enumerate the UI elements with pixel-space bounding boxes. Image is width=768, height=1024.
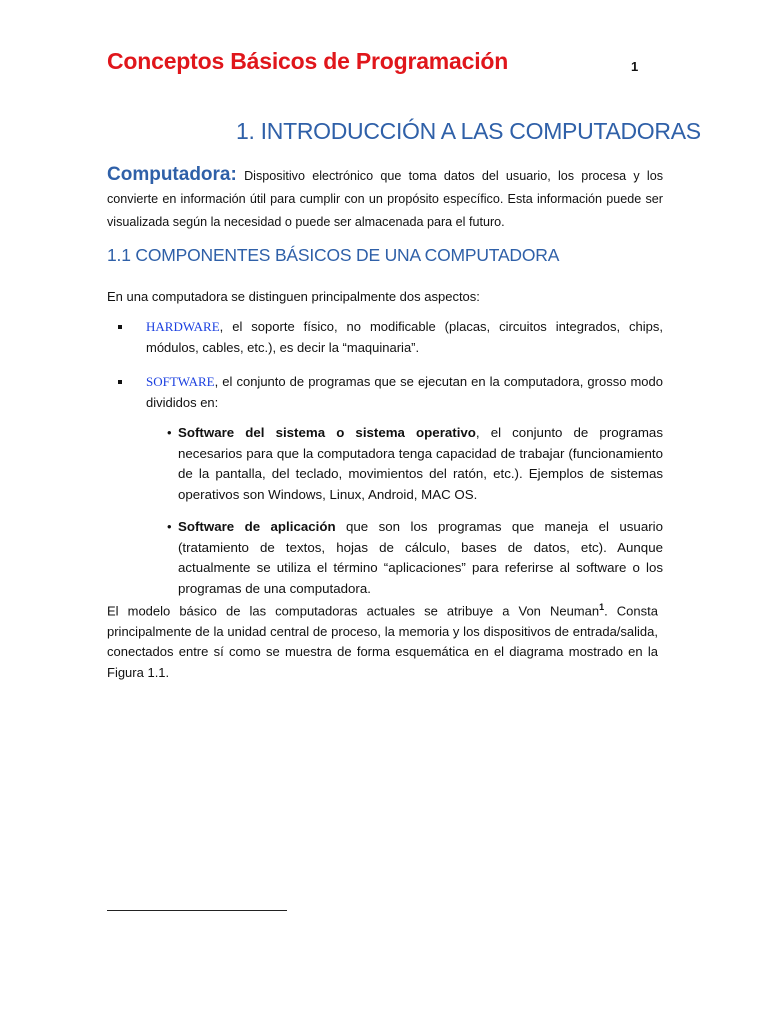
application-software-lead: Software de aplicación — [178, 519, 336, 534]
list-item-hardware — [107, 317, 663, 358]
definition-paragraph — [107, 163, 663, 234]
square-bullet-icon — [118, 380, 122, 384]
round-bullet-icon: • — [167, 425, 172, 440]
footnote-separator — [107, 910, 287, 911]
list-item-application-software — [150, 517, 663, 599]
document-title: Conceptos Básicos de Programación — [107, 48, 509, 74]
list-item-software — [107, 372, 663, 599]
section-heading: 1. INTRODUCCIÓN A LAS COMPUTADORAS — [236, 118, 701, 144]
list-item-system-software — [150, 423, 663, 505]
footnote-reference[interactable]: 1 — [599, 602, 605, 612]
paragraph-text-before: El modelo básico de las computadoras actuales se atribuye a Von Neuman — [107, 603, 600, 619]
square-bullet-icon — [118, 325, 122, 329]
software-description: , el conjunto de programas que se ejecutan en la computadora, grosso modo divididos en: — [146, 374, 663, 410]
software-keyword: SOFTWARE — [146, 374, 215, 389]
components-list — [107, 317, 663, 613]
definition-term: Computadora: — [107, 164, 237, 185]
hardware-keyword: HARDWARE — [146, 319, 220, 334]
hardware-description: , el soporte físico, no modificable (placas, circuitos integrados, chips, módulos, cables, etc.), es decir la “maquinaria”. — [146, 319, 663, 355]
page-number: 1 — [631, 59, 639, 74]
paragraph-text-after: . Consta principalmente de la unidad central de proceso, la memoria y los dispositivos de entrada/salida, conectados entre sí como se muestra de forma esquemática en el diagrama mostrado en la Figura 1.1. — [107, 603, 658, 680]
definition-text: Dispositivo electrónico que toma datos del usuario, los procesa y los convierte en información útil para cumplir con un propósito específico. Esta información puede ser visualizada según la necesidad o puede ser almacenada para el futuro. — [107, 169, 663, 229]
subsection-heading: 1.1 COMPONENTES BÁSICOS DE UNA COMPUTADORA — [107, 245, 560, 265]
von-neuman-paragraph — [107, 597, 658, 683]
application-software-text: que son los programas que maneja el usuario (tratamiento de textos, hojas de cálculo, bases de datos, etc). Aunque actualmente se utiliza el término “aplicaciones” para referirse al software o los programas de una computadora. — [178, 519, 663, 596]
system-software-lead: Software del sistema o sistema operativo — [178, 425, 476, 440]
round-bullet-icon: • — [167, 519, 172, 534]
software-types-list — [146, 423, 663, 599]
system-software-text: , el conjunto de programas necesarios para que la computadora tenga capacidad de trabajar (funcionamiento de la pantalla, del teclado, movimientos del ratón, etc.). Ejemplos de sistemas operativos son Windows, Linux, Android, MAC OS. — [178, 425, 663, 502]
intro-text: En una computadora se distinguen principalmente dos aspectos: — [107, 289, 480, 304]
